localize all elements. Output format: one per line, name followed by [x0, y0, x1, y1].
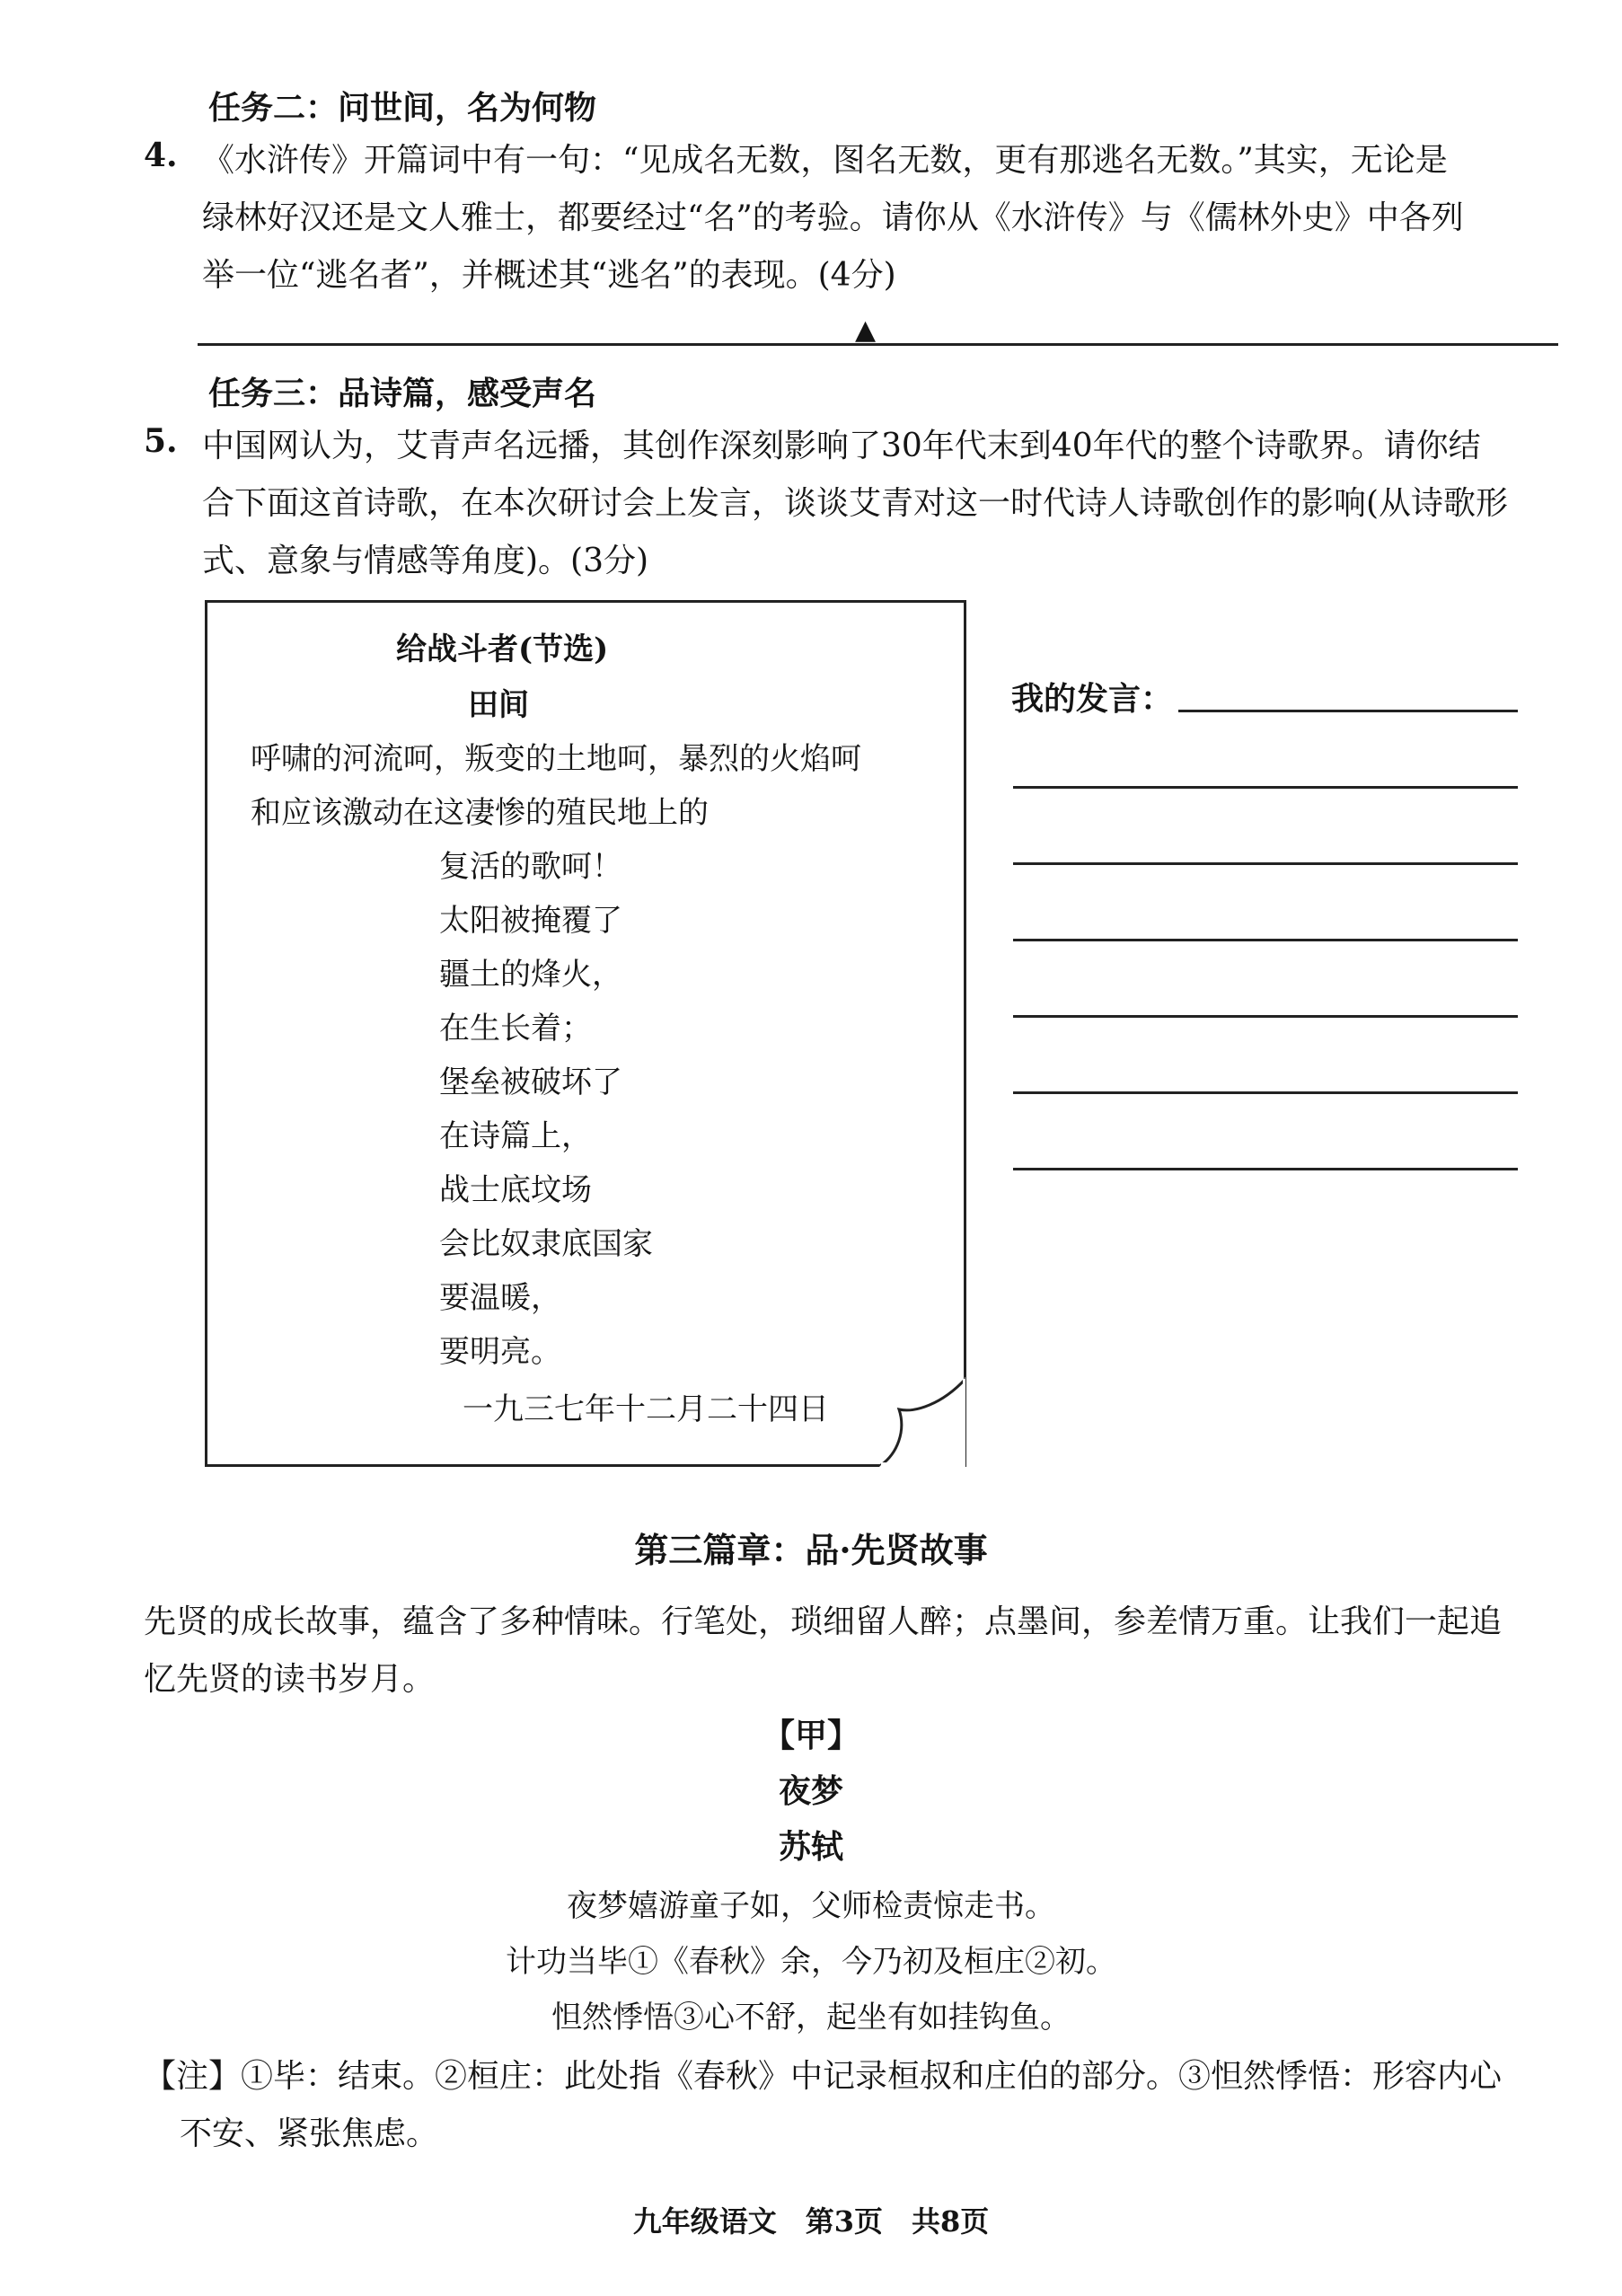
poem-line: 和应该激动在这凄惨的殖民地上的 [251, 795, 709, 831]
annotation-line: 【注】①毕：结束。②桓庄：此处指《春秋》中记录桓叔和庄伯的部分。③怛然悸悟：形容内心 [144, 2058, 1503, 2095]
poem-date: 一九三七年十二月二十四日 [463, 1391, 829, 1427]
poem-line: 要温暖， [439, 1280, 561, 1316]
task3-heading: 任务三：品诗篇，感受声名 [208, 375, 597, 412]
question-5-line: 式、意象与情感等角度)。(3分) [202, 543, 649, 579]
speech-answer-line[interactable] [1013, 1168, 1518, 1170]
question-4-number: 4. [144, 137, 178, 174]
speech-answer-line[interactable] [1013, 1015, 1518, 1018]
poem-line: 疆土的烽火， [439, 957, 622, 993]
poem-line: 在诗篇上， [439, 1118, 592, 1154]
question-4-line: 绿林好汉还是文人雅士，都要经过“名”的考验。请你从《水浒传》与《儒林外史》中各列 [202, 199, 1464, 236]
poem-line: 呼啸的河流呵，叛变的土地呵，暴烈的火焰呵 [251, 741, 861, 777]
question-4-answer-line[interactable] [198, 343, 1558, 346]
page-curl-icon [879, 1377, 965, 1467]
chapter-intro-line: 先贤的成长故事，蕴含了多种情味。行笔处，琐细留人醉；点墨间，参差情万重。让我们一起追 [144, 1603, 1503, 1640]
question-5-line: 中国网认为，艾青声名远播，其创作深刻影响了30年代末到40年代的整个诗歌界。请你结 [202, 428, 1481, 464]
poem-line: 复活的歌呵！ [439, 849, 622, 885]
poem-line: 要明亮。 [439, 1334, 561, 1370]
poem-title: 给战斗者(节选) [396, 631, 609, 667]
poem-line: 会比奴隶底国家 [439, 1226, 653, 1262]
answer-marker-icon: ▲ [855, 314, 877, 346]
poem-line: 在生长着； [439, 1011, 592, 1046]
question-4-line: 《水浒传》开篇词中有一句：“见成名无数，图名无数，更有那逃名无数。”其实，无论是 [202, 142, 1448, 179]
speech-answer-line[interactable] [1178, 710, 1518, 712]
speech-answer-line[interactable] [1013, 786, 1518, 789]
passage-author: 苏轼 [778, 1828, 843, 1866]
poem-line: 战士底坟场 [439, 1172, 592, 1208]
speech-answer-line[interactable] [1013, 939, 1518, 941]
chapter-heading: 第三篇章：品·先贤故事 [634, 1530, 988, 1570]
chapter-intro-line: 忆先贤的读书岁月。 [144, 1661, 436, 1698]
passage-line: 夜梦嬉游童子如，父师检责惊走书。 [567, 1888, 1055, 1924]
poem-line: 堡垒被破坏了 [439, 1064, 622, 1100]
question-5-line: 合下面这首诗歌，在本次研讨会上发言，谈谈艾青对这一时代诗人诗歌创作的影响(从诗歌形 [202, 485, 1509, 522]
question-5-number: 5. [144, 422, 178, 460]
passage-title: 夜梦 [778, 1772, 843, 1810]
speech-answer-line[interactable] [1013, 1091, 1518, 1094]
passage-tag: 【甲】 [762, 1717, 859, 1754]
question-4-line: 举一位“逃名者”，并概述其“逃名”的表现。(4分) [202, 257, 896, 294]
passage-line: 怛然悸悟③心不舒，起坐有如挂钩鱼。 [551, 2000, 1071, 2035]
speech-label: 我的发言： [1011, 680, 1174, 718]
task2-heading: 任务二：问世间，名为何物 [208, 89, 597, 127]
poem-line: 太阳被掩覆了 [439, 903, 622, 939]
poem-box [205, 600, 966, 1467]
annotation-line: 不安、紧张焦虑。 [180, 2115, 439, 2152]
poem-author: 田间 [468, 687, 529, 723]
page-footer: 九年级语文 第3页 共8页 [632, 2204, 990, 2239]
passage-line: 计功当毕①《春秋》余，今乃初及桓庄②初。 [506, 1944, 1116, 1980]
speech-answer-line[interactable] [1013, 862, 1518, 865]
